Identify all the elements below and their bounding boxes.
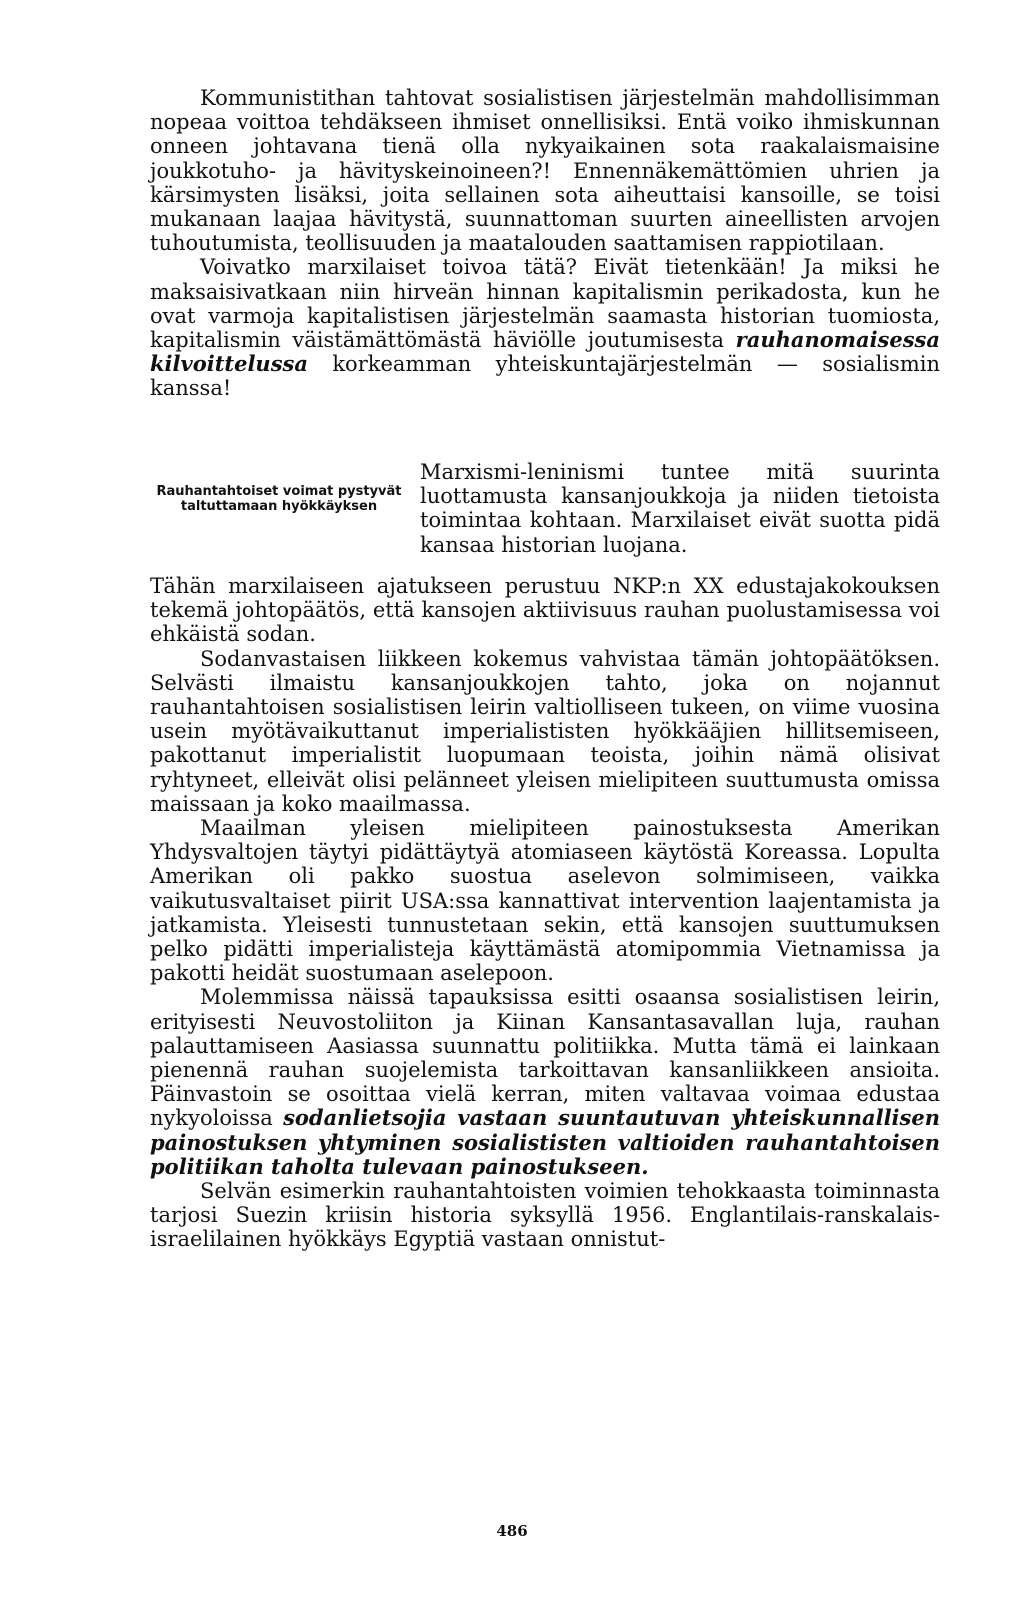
paragraph-6-emphasis: sodanlietsojia vastaan suuntautuvan yhteiskunnallisen painostuksen yhtyminen sosialististen valtioiden rauhantahtoisen politiikan taholta tulevaan painostukseen. xyxy=(150,1105,940,1179)
paragraph-2-emphasis: rauhanomaisessa kilvoittelussa xyxy=(150,327,940,377)
paragraph-6 xyxy=(150,985,940,1179)
text-column-top xyxy=(150,86,940,401)
paragraph-2-end: korkeamman yhteiskuntajärjestelmän — sosialismin kanssa! xyxy=(150,352,940,401)
paragraph-3: Tähän marxilaiseen ajatukseen perustuu NKP:n XX edustajakokouksen tekemä johtopäätös, että kansojen aktiivisuus rauhan puolustamisessa voi ehkäistä sodan. xyxy=(150,574,940,647)
text-column-bottom xyxy=(150,574,940,1252)
paragraph-7: Selvän esimerkin rauhantahtoisten voimien tehokkaasta toiminnasta tarjosi Suezin kriisin historia syksyllä 1956. Englantilais-ranskalais-israelilainen hyökkäys Egyptiä vastaan onnistut- xyxy=(150,1179,940,1252)
sidenote-text xyxy=(420,460,940,557)
paragraph-2 xyxy=(150,255,940,400)
paragraph-4: Sodanvastaisen liikkeen kokemus vahvistaa tämän johtopäätöksen. Selvästi ilmaistu kansanjoukkojen tahto, joka on nojannut rauhantahtoisen sosialistisen leirin valtiolliseen tukeen, on viime vuosina usein myötävaikuttanut imperialististen hyökkääjien hillitsemiseen, pakottanut imperialistit luopumaan teoista, joihin nämä olisivat ryhtyneet, elleivät olisi pelänneet yleisen mielipiteen suuttumusta omissa maissaan ja koko maailmassa. xyxy=(150,646,940,816)
paragraph-5: Maailman yleisen mielipiteen painostuksesta Amerikan Yhdysvaltojen täytyi pidättäytyä atomiaseen käytöstä Koreassa. Lopulta Amerikan oli pakko suostua aselevon solmimiseen, vaikka vaikutusvaltaiset piirit USA:ssa kannattivat intervention laajentamista ja jatkamista. Yleisesti tunnustetaan sekin, että kansojen suuttumuksen pelko pidätti imperialisteja käyttämästä atomipommia Vietnamissa ja pakotti heidät suostumaan aselepoon. xyxy=(150,816,940,986)
paragraph-6-text: Molemmissa näissä tapauksissa esitti osaansa sosialistisen leirin, erityisesti Neuvostoliiton ja Kiinan Kansantasavallan luja, rauhan palauttamiseen Aasiassa suunnattu politiikka. Mutta tämä ei lainkaan pienennä rauhan suojelemista tarkoittavan kansanliikkeen ansioita. Päinvastoin se osoittaa vielä kerran, miten valtavaa voimaa edustaa nykyoloissa xyxy=(150,985,940,1131)
sidenote-paragraph: Marxismi-leninismi tuntee mitä suurinta luottamusta kansanjoukkoja ja niiden tietoista toimintaa kohtaan. Marxilaiset eivät suotta pidä kansaa historian luojana. xyxy=(420,460,940,557)
paragraph-1: Kommunistithan tahtovat sosialistisen järjestelmän mahdollisimman nopeaa voittoa tehdäkseen ihmiset onnellisiksi. Entä voiko ihmiskunnan onneen johtavana tienä olla nykyaikainen sota raakalaismaisine joukkotuho- ja hävityskeinoineen?! Ennennäkemättömien uhrien ja kärsimysten lisäksi, joita sellainen sota aiheuttaisi kansoille, se toisi mukanaan laajaa hävitystä, suunnattoman suurten aineellisten arvojen tuhoutumista, teollisuuden ja maatalouden saattamisen rappiotilaan. xyxy=(150,86,940,256)
sidenote-heading: Rauhantahtoiset voimat pystyvät taltuttamaan hyökkäyksen xyxy=(156,484,402,514)
paragraph-2-text: Voivatko marxilaiset toivoa tätä? Eivät tietenkään! Ja miksi he maksaisivatkaan niin hirveän hinnan kapitalismin perikadosta, kun he ovat varmoja kapitalistisen järjestelmän saamasta historian tuomiosta, kapitalismin väistämättömästä häviölle joutumisesta xyxy=(150,255,940,353)
page-number: 486 xyxy=(496,1522,528,1540)
